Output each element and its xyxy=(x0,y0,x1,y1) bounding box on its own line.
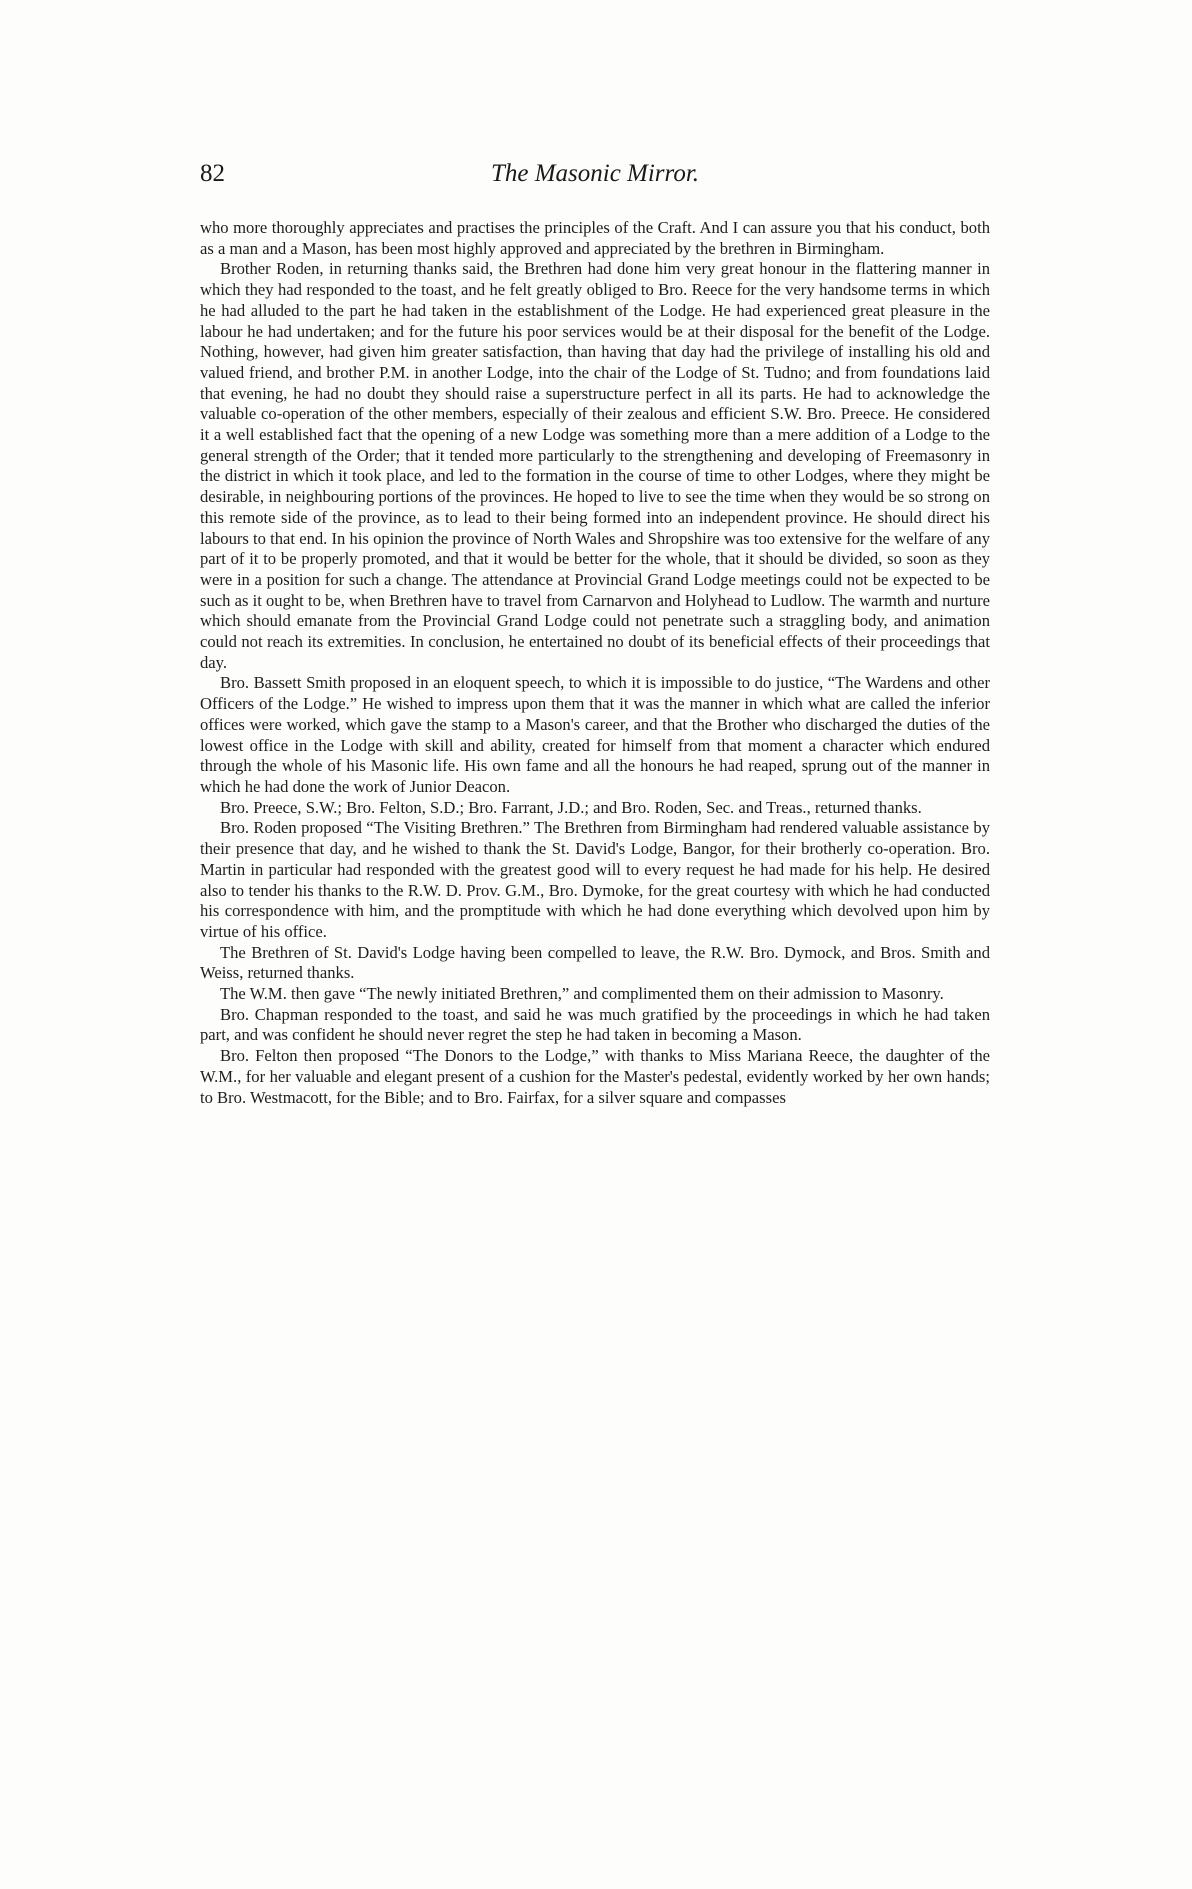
paragraph-continuation: who more thoroughly appreciates and practises the principles of the Craft. And I can assure you that his conduct, both as a man and a Mason, has been most highly approved and appreciated by the brethren in Birmingham. xyxy=(200,218,990,258)
paragraph-officers-thanks: Bro. Preece, S.W.; Bro. Felton, S.D.; Bro. Farrant, J.D.; and Bro. Roden, Sec. and Treas., returned thanks. xyxy=(220,797,922,817)
page-number: 82 xyxy=(200,160,225,187)
article-body xyxy=(200,218,990,1108)
paragraph-bassett-smith: Bro. Bassett Smith proposed in an eloquent speech, to which it is impossible to do justice, “The Wardens and other Officers of the Lodge.” He wished to impress upon them that it was the manner in which what are called the inferior offices were worked, which gave the stamp to a Mason's career, and that the Brother who discharged the duties of the lowest office in the Lodge with skill and ability, created for himself from that moment a character which endured through the whole of his Masonic life. His own fame and all the honours he had reaped, sprung out of the manner in which he had done the work of Junior Deacon. xyxy=(200,673,990,796)
paragraph-chapman: Bro. Chapman responded to the toast, and said he was much gratified by the proceedings in which he had taken part, and was confident he should never regret the step he had taken in becoming a Mason. xyxy=(200,1004,990,1045)
paragraph-donors: Bro. Felton then proposed “The Donors to the Lodge,” with thanks to Miss Mariana Reece, the daughter of the W.M., for her valuable and elegant present of a cushion for the Master's pedestal, evidently worked by her own hands; to Bro. Westmacott, for the Bible; and to Bro. Fairfax, for a silver square and compasses xyxy=(200,1046,990,1107)
paragraph-visiting-brethren: Bro. Roden proposed “The Visiting Brethren.” The Brethren from Birmingham had rendered valuable assistance by their presence that day, and he wished to thank the St. David's Lodge, Bangor, for their brotherly co-operation. Bro. Martin in particular had responded with the greatest good will to every request he had made for his help. He desired also to tender his thanks to the R.W. D. Prov. G.M., Bro. Dymoke, for the great courtesy with which he had conducted his correspondence with him, and the promptitude with which he had done everything which devolved upon him by virtue of his office. xyxy=(200,818,990,941)
paragraph-initiated-brethren: The W.M. then gave “The newly initiated Brethren,” and complimented them on their admission to Masonry. xyxy=(220,984,944,1004)
running-head xyxy=(200,160,990,200)
paragraph-st-davids: The Brethren of St. David's Lodge having been compelled to leave, the R.W. Bro. Dymock, and Bros. Smith and Weiss, returned thanks. xyxy=(200,942,990,983)
paragraph-roden-reply: Brother Roden, in returning thanks said, the Brethren had done him very great honour in the flattering manner in which they had responded to the toast, and he felt greatly obliged to Bro. Reece for the very handsome terms in which he had alluded to the part he had taken in the establishment of the Lodge. He had experienced great pleasure in the labour he had undertaken; and for the future his poor services would be at their disposal for the benefit of the Lodge. Nothing, however, had given him greater satisfaction, than having that day had the privilege of installing his old and valued friend, and brother P.M. in another Lodge, into the chair of the Lodge of St. Tudno; and from foundations laid that evening, he had no doubt they should raise a superstructure perfect in all its parts. He had to acknowledge the valuable co-operation of the other members, especially of their zealous and efficient S.W. Bro. Preece. He considered it a well established fact that the opening of a new Lodge was something more than a mere addition of a Lodge to the general strength of the Order; that it tended more particularly to the strengthening and developing of Freemasonry in the district in which it took place, and led to the formation in the course of time to other Lodges, where they might be desirable, in neighbouring portions of the provinces. He hoped to live to see the time when they would be so strong on this remote side of the province, as to lead to their being formed into an independent province. He should direct his labours to that end. In his opinion the province of North Wales and Shropshire was too extensive for the welfare of any part of it to be properly promoted, and that it would be better for the whole, that it should be divided, so soon as they were in a position for such a change. The attendance at Provincial Grand Lodge meetings could not be expected to be such as it ought to be, when Brethren have to travel from Carnarvon and Holyhead to Ludlow. The warmth and nurture which should emanate from the Provincial Grand Lodge could not penetrate such a straggling body, and animation could not reach its extremities. In conclusion, he entertained no doubt of its beneficial effects of their proceedings that day. xyxy=(200,259,990,672)
journal-title: The Masonic Mirror. xyxy=(490,160,700,187)
